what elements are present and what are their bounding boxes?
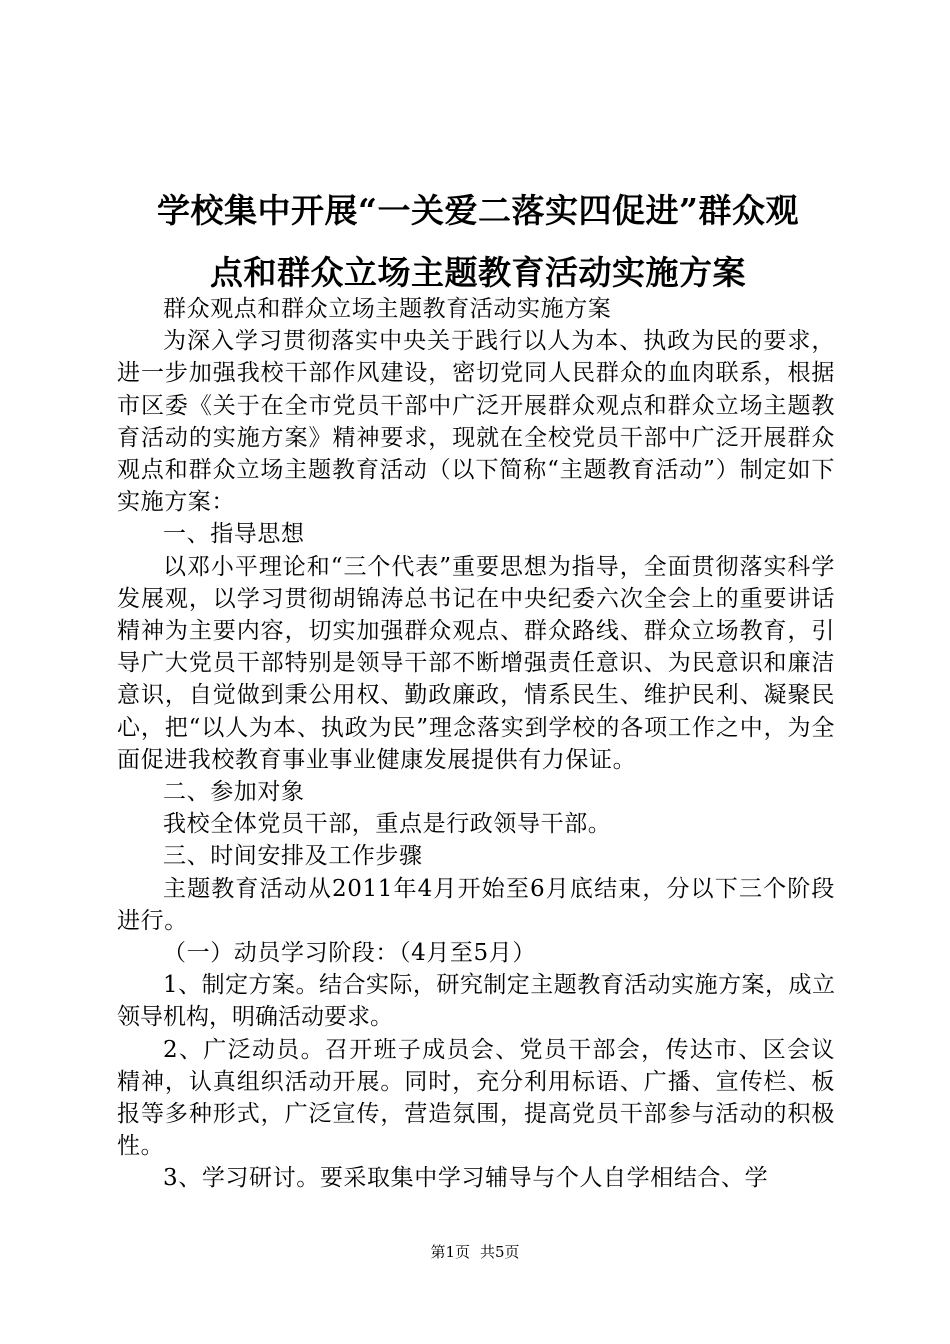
schedule-paragraph: 主题教育活动从2011年4月开始至6月底结束，分以下三个阶段进行。 (117, 875, 835, 934)
title-line-2: 点和群众立场主题教育活动实施方案 (210, 253, 746, 292)
intro-paragraph: 为深入学习贯彻落实中央关于践行以人为本、执政为民的要求，进一步加强我校干部作风建设，密切党同人民群众的血肉联系，根据市区委《关于在全市党员干部中广泛开展群众观点和群众立场主题教育活动的实施方案》精神要求，现就在全校党员干部中广泛开展群众观点和群众立场主题教育活动（以下简称“主题教育活动”）制定如下实施方案： (117, 328, 835, 516)
section-heading-participants: 二、参加对象 (163, 779, 305, 806)
stage-one-heading: （一）动员学习阶段：（4月至5月） (163, 940, 536, 967)
page-footer (0, 1242, 950, 1262)
guiding-thought-paragraph: 以邓小平理论和“三个代表”重要思想为指导，全面贯彻落实科学发展观，以学习贯彻胡锦涛总书记在中央纪委六次全会上的重要讲话精神为主要内容，切实加强群众观点、群众路线、群众立场教育，引导广大党员干部特别是领导干部不断增强责任意识、为民意识和廉洁意识，自觉做到秉公用权、勤政廉政，情系民生、维护民利、凝聚民心，把“以人为本、执政为民”理念落实到学校的各项工作之中，为全面促进我校教育事业事业健康发展提供有力保证。 (117, 553, 835, 773)
page-number: 第1页 (430, 1243, 470, 1261)
document-body (117, 293, 835, 1195)
document-title (118, 180, 838, 304)
section-heading-schedule: 三、时间安排及工作步骤 (163, 843, 423, 870)
section-heading-guiding-thought: 一、指导思想 (163, 521, 305, 548)
page-total: 共5页 (480, 1243, 520, 1261)
step-2-paragraph: 2、广泛动员。召开班子成员会、党员干部会，传达市、区会议精神，认真组织活动开展。同时，充分利用标语、广播、宣传栏、板报等多种形式，广泛宣传，营造氛围，提高党员干部参与活动的积极性。 (117, 1036, 835, 1160)
step-1-paragraph: 1、制定方案。结合实际，研究制定主题教育活动实施方案，成立领导机构，明确活动要求。 (117, 972, 835, 1031)
step-3-paragraph: 3、学习研讨。要采取集中学习辅导与个人自学相结合、学 (163, 1165, 769, 1192)
participants-paragraph: 我校全体党员干部，重点是行政领导干部。 (163, 811, 612, 838)
subtitle-paragraph: 群众观点和群众立场主题教育活动实施方案 (163, 296, 612, 322)
title-line-1: 学校集中开展“一关爱二落实四促进”群众观 (157, 191, 799, 230)
